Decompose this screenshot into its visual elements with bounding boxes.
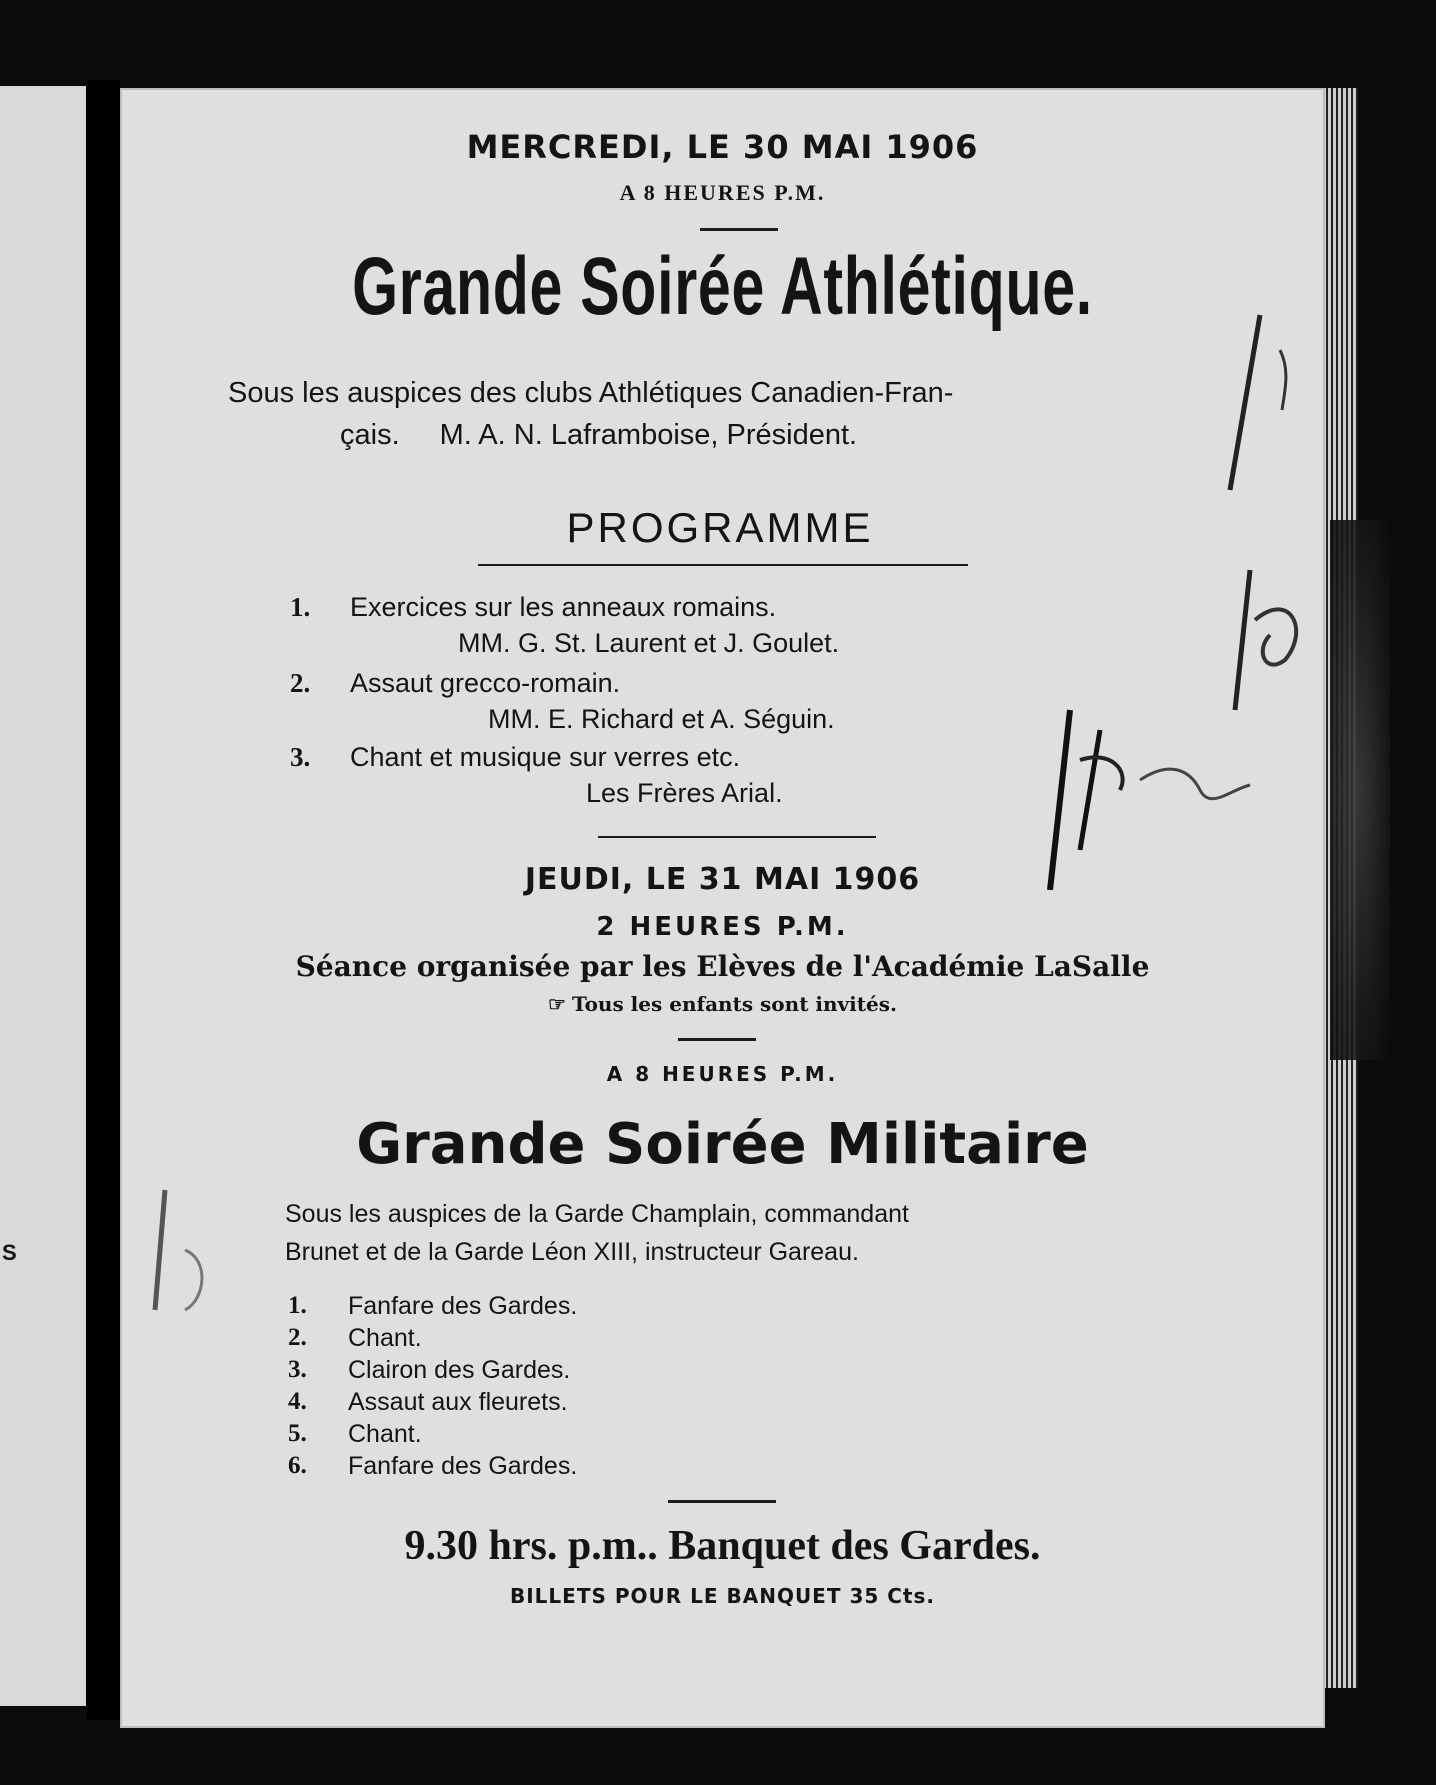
divider <box>678 1038 756 1041</box>
event2-invite-line <box>120 992 1325 1016</box>
programme-title: PROGRAMME <box>566 504 874 551</box>
item-text: Exercices sur les anneaux romains. <box>350 592 777 622</box>
event2-date: JEUDI, LE 31 MAI 1906 <box>524 862 921 897</box>
book-gutter <box>86 80 120 1720</box>
event1-auspices-line2 <box>228 414 1228 456</box>
item-number: 3. <box>288 1356 307 1383</box>
event3-title: Grande Soirée Militaire <box>356 1112 1089 1177</box>
item-text: Assaut aux fleurets. <box>348 1388 568 1416</box>
event1-auspices-line2a: çais. <box>340 419 400 452</box>
item-number: 3. <box>290 742 311 772</box>
event3-auspices-line1: Sous les auspices de la Garde Champlain, commandant <box>285 1200 909 1228</box>
event1-auspices <box>228 372 1228 456</box>
item-text: Fanfare des Gardes. <box>348 1292 578 1320</box>
item-number: 2. <box>290 668 311 698</box>
event1-date: MERCREDI, LE 30 MAI 1906 <box>466 128 979 166</box>
item-text: Chant. <box>348 1324 422 1352</box>
banquet-tickets: BILLETS POUR LE BANQUET 35 Cts. <box>510 1584 935 1608</box>
ink-smudge <box>1330 520 1390 1060</box>
item-performers: Les Frères Arial. <box>586 778 783 808</box>
item-text: Clairon des Gardes. <box>348 1356 571 1384</box>
item-performers: MM. G. St. Laurent et J. Goulet. <box>458 628 840 658</box>
divider <box>700 228 778 231</box>
item-text: Chant et musique sur verres etc. <box>350 742 741 772</box>
item-number: 4. <box>288 1388 307 1415</box>
event1-auspices-line1: Sous les auspices des clubs Athlétiques Canadien-Fran- <box>228 377 954 409</box>
item-number: 5. <box>288 1420 307 1447</box>
pointing-hand-icon: ☞ <box>548 992 566 1016</box>
event2-invite: Tous les enfants sont invités. <box>571 992 897 1016</box>
banquet-title: 9.30 hrs. p.m.. Banquet des Gardes. <box>404 1523 1041 1569</box>
event2-seance: Séance organisée par les Elèves de l'Académie LaSalle <box>295 950 1150 983</box>
event1-title: Grande Soirée Athlétique. <box>352 241 1093 332</box>
event3-auspices-line2: Brunet et de la Garde Léon XIII, instructeur Gareau. <box>285 1237 859 1266</box>
event2-time: 2 HEURES P.M. <box>596 912 849 942</box>
event1-president: M. A. N. Laframboise, Président. <box>439 419 858 452</box>
event3-auspices <box>285 1196 1245 1271</box>
handwritten-annotation-left <box>140 1180 220 1380</box>
item-number: 1. <box>288 1292 307 1319</box>
item-number: 2. <box>288 1324 307 1351</box>
left-page-edge <box>0 86 86 1706</box>
event1-time: A 8 HEURES P.M. <box>619 180 826 205</box>
item-text: Chant. <box>348 1420 422 1448</box>
item-performers: MM. E. Richard et A. Séguin. <box>488 704 835 734</box>
item-number: 1. <box>290 592 311 622</box>
item-text: Fanfare des Gardes. <box>348 1452 578 1480</box>
divider <box>668 1500 776 1503</box>
divider <box>598 836 876 838</box>
item-number: 6. <box>288 1452 307 1479</box>
item-text: Assaut grecco-romain. <box>350 668 621 698</box>
programme-underline <box>478 564 968 566</box>
event3-time: A 8 HEURES P.M. <box>606 1062 839 1086</box>
left-margin-mark: S <box>2 1240 17 1265</box>
